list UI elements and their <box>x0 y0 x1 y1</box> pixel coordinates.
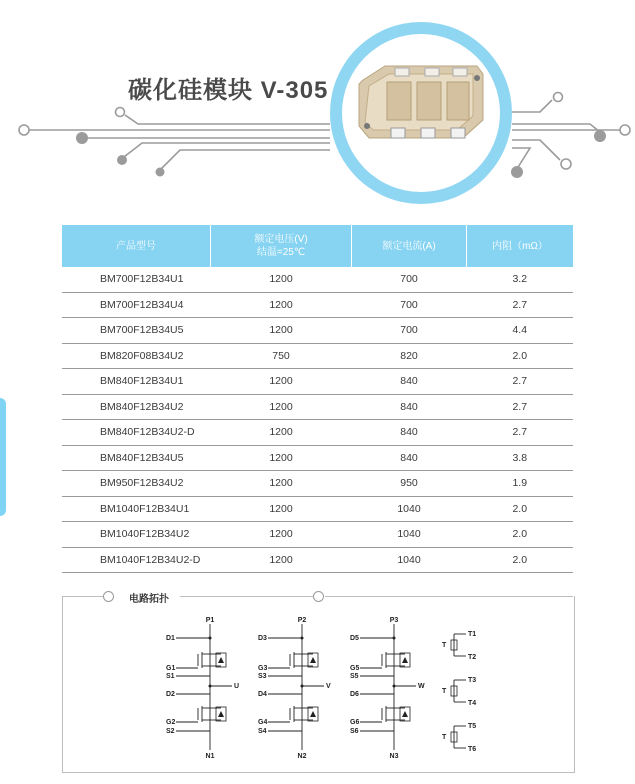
cell-resistance: 4.4 <box>467 318 574 344</box>
cell-voltage: 1200 <box>211 267 352 292</box>
topology-frame-line-left <box>62 596 104 597</box>
header-model: 产品型号 <box>62 225 211 267</box>
cell-resistance: 3.8 <box>467 445 574 471</box>
spec-table <box>62 225 573 573</box>
label-ntc-terminal-a: T1 <box>468 631 477 638</box>
sic-module-image <box>355 62 489 146</box>
label-gate-top: G5 <box>350 665 360 672</box>
label-source-top: S3 <box>258 673 267 680</box>
header-voltage-line2: 结温=25℃ <box>256 247 306 258</box>
table-row <box>62 445 573 471</box>
cell-voltage: 1200 <box>211 394 352 420</box>
cell-model: BM700F12B34U5 <box>62 318 211 344</box>
label-output: U <box>234 683 240 690</box>
cell-resistance: 2.7 <box>467 420 574 446</box>
cell-model: BM840F12B34U2 <box>62 394 211 420</box>
table-row <box>62 292 573 318</box>
header-current: 额定电流(A) <box>352 225 467 267</box>
page-title: 碳化硅模块 V-305 <box>128 77 329 104</box>
table-row <box>62 547 573 573</box>
cell-voltage: 1200 <box>211 496 352 522</box>
label-drain-top: D3 <box>258 635 267 642</box>
cell-model: BM1040F12B34U2 <box>62 522 211 548</box>
cell-current: 700 <box>352 267 467 292</box>
topology-title-dot <box>103 591 114 602</box>
label-negative-terminal: N2 <box>297 753 307 760</box>
cell-voltage: 1200 <box>211 420 352 446</box>
label-positive-terminal: P1 <box>205 617 215 624</box>
label-ntc-terminal-a: T5 <box>468 723 477 730</box>
junction-dot <box>301 685 304 688</box>
table-row <box>62 318 573 344</box>
label-negative-terminal: N3 <box>389 753 399 760</box>
cell-current: 1040 <box>352 522 467 548</box>
cell-resistance: 2.0 <box>467 343 574 369</box>
cell-resistance: 2.7 <box>467 369 574 395</box>
cell-voltage: 750 <box>211 343 352 369</box>
label-output: W <box>418 683 425 690</box>
cell-resistance: 1.9 <box>467 471 574 497</box>
label-gate-bottom: G2 <box>166 719 176 726</box>
header-voltage-line1: 额定电压(V) <box>254 234 308 245</box>
junction-dot <box>393 685 396 688</box>
table-row <box>62 267 573 292</box>
junction-dot <box>301 637 304 640</box>
cell-model: BM700F12B34U1 <box>62 267 211 292</box>
label-positive-terminal: P3 <box>389 617 399 624</box>
cell-current: 950 <box>352 471 467 497</box>
cell-current: 840 <box>352 445 467 471</box>
label-ntc-terminal-b: T2 <box>468 654 477 661</box>
cell-resistance: 2.0 <box>467 522 574 548</box>
label-drain-bottom: D6 <box>350 691 359 698</box>
body-diode <box>310 711 316 717</box>
cell-current: 840 <box>352 420 467 446</box>
label-ntc-terminal-b: T4 <box>468 700 477 707</box>
junction-dot <box>393 637 396 640</box>
label-gate-top: G3 <box>258 665 268 672</box>
label-output: V <box>326 683 331 690</box>
body-diode <box>310 657 316 663</box>
cell-model: BM840F12B34U1 <box>62 369 211 395</box>
cell-model: BM700F12B34U4 <box>62 292 211 318</box>
cell-model: BM950F12B34U2 <box>62 471 211 497</box>
label-source-top: S5 <box>350 673 359 680</box>
label-source-bottom: S6 <box>350 728 359 735</box>
cell-resistance: 2.7 <box>467 292 574 318</box>
cell-current: 700 <box>352 318 467 344</box>
cell-voltage: 1200 <box>211 369 352 395</box>
side-tab-marker <box>0 398 6 516</box>
body-diode <box>402 657 408 663</box>
cell-model: BM1040F12B34U2-D <box>62 547 211 573</box>
junction-dot <box>209 637 212 640</box>
label-drain-bottom: D2 <box>166 691 175 698</box>
cell-resistance: 3.2 <box>467 267 574 292</box>
cell-current: 840 <box>352 369 467 395</box>
cell-model: BM840F12B34U5 <box>62 445 211 471</box>
cell-resistance: 2.0 <box>467 496 574 522</box>
label-gate-bottom: G6 <box>350 719 360 726</box>
cell-current: 820 <box>352 343 467 369</box>
label-ntc-symbol: T <box>442 688 447 695</box>
cell-current: 1040 <box>352 547 467 573</box>
table-row <box>62 343 573 369</box>
cell-model: BM840F12B34U2-D <box>62 420 211 446</box>
cell-resistance: 2.7 <box>467 394 574 420</box>
cell-model: BM1040F12B34U1 <box>62 496 211 522</box>
label-source-bottom: S2 <box>166 728 175 735</box>
cell-voltage: 1200 <box>211 292 352 318</box>
label-ntc-terminal-a: T3 <box>468 677 477 684</box>
label-drain-top: D1 <box>166 635 175 642</box>
cell-voltage: 1200 <box>211 318 352 344</box>
circuit-trace-decoration <box>0 0 635 210</box>
table-row <box>62 496 573 522</box>
body-diode <box>402 711 408 717</box>
topology-title: 电路拓扑 <box>129 594 169 605</box>
header-voltage <box>211 225 352 267</box>
junction-dot <box>209 685 212 688</box>
label-positive-terminal: P2 <box>297 617 307 624</box>
topology-frame-line-right <box>325 596 573 597</box>
body-diode <box>218 711 224 717</box>
table-row <box>62 369 573 395</box>
table-row <box>62 420 573 446</box>
cell-resistance: 2.0 <box>467 547 574 573</box>
label-gate-bottom: G4 <box>258 719 268 726</box>
label-ntc-symbol: T <box>442 734 447 741</box>
label-drain-top: D5 <box>350 635 359 642</box>
table-row <box>62 471 573 497</box>
table-header-row <box>62 225 573 267</box>
header-resistance: 内阻（mΩ） <box>467 225 574 267</box>
body-diode <box>218 657 224 663</box>
label-drain-bottom: D4 <box>258 691 267 698</box>
label-gate-top: G1 <box>166 665 176 672</box>
table-row <box>62 522 573 548</box>
cell-voltage: 1200 <box>211 471 352 497</box>
table-row <box>62 394 573 420</box>
circuit-topology-diagram <box>62 612 573 762</box>
cell-current: 1040 <box>352 496 467 522</box>
topology-end-dot <box>313 591 324 602</box>
cell-model: BM820F08B34U2 <box>62 343 211 369</box>
cell-voltage: 1200 <box>211 522 352 548</box>
cell-voltage: 1200 <box>211 547 352 573</box>
label-ntc-symbol: T <box>442 642 447 649</box>
label-source-bottom: S4 <box>258 728 267 735</box>
topology-frame-line-mid <box>180 596 313 597</box>
label-ntc-terminal-b: T6 <box>468 746 477 753</box>
cell-current: 700 <box>352 292 467 318</box>
cell-voltage: 1200 <box>211 445 352 471</box>
label-source-top: S1 <box>166 673 175 680</box>
cell-current: 840 <box>352 394 467 420</box>
label-negative-terminal: N1 <box>205 753 215 760</box>
